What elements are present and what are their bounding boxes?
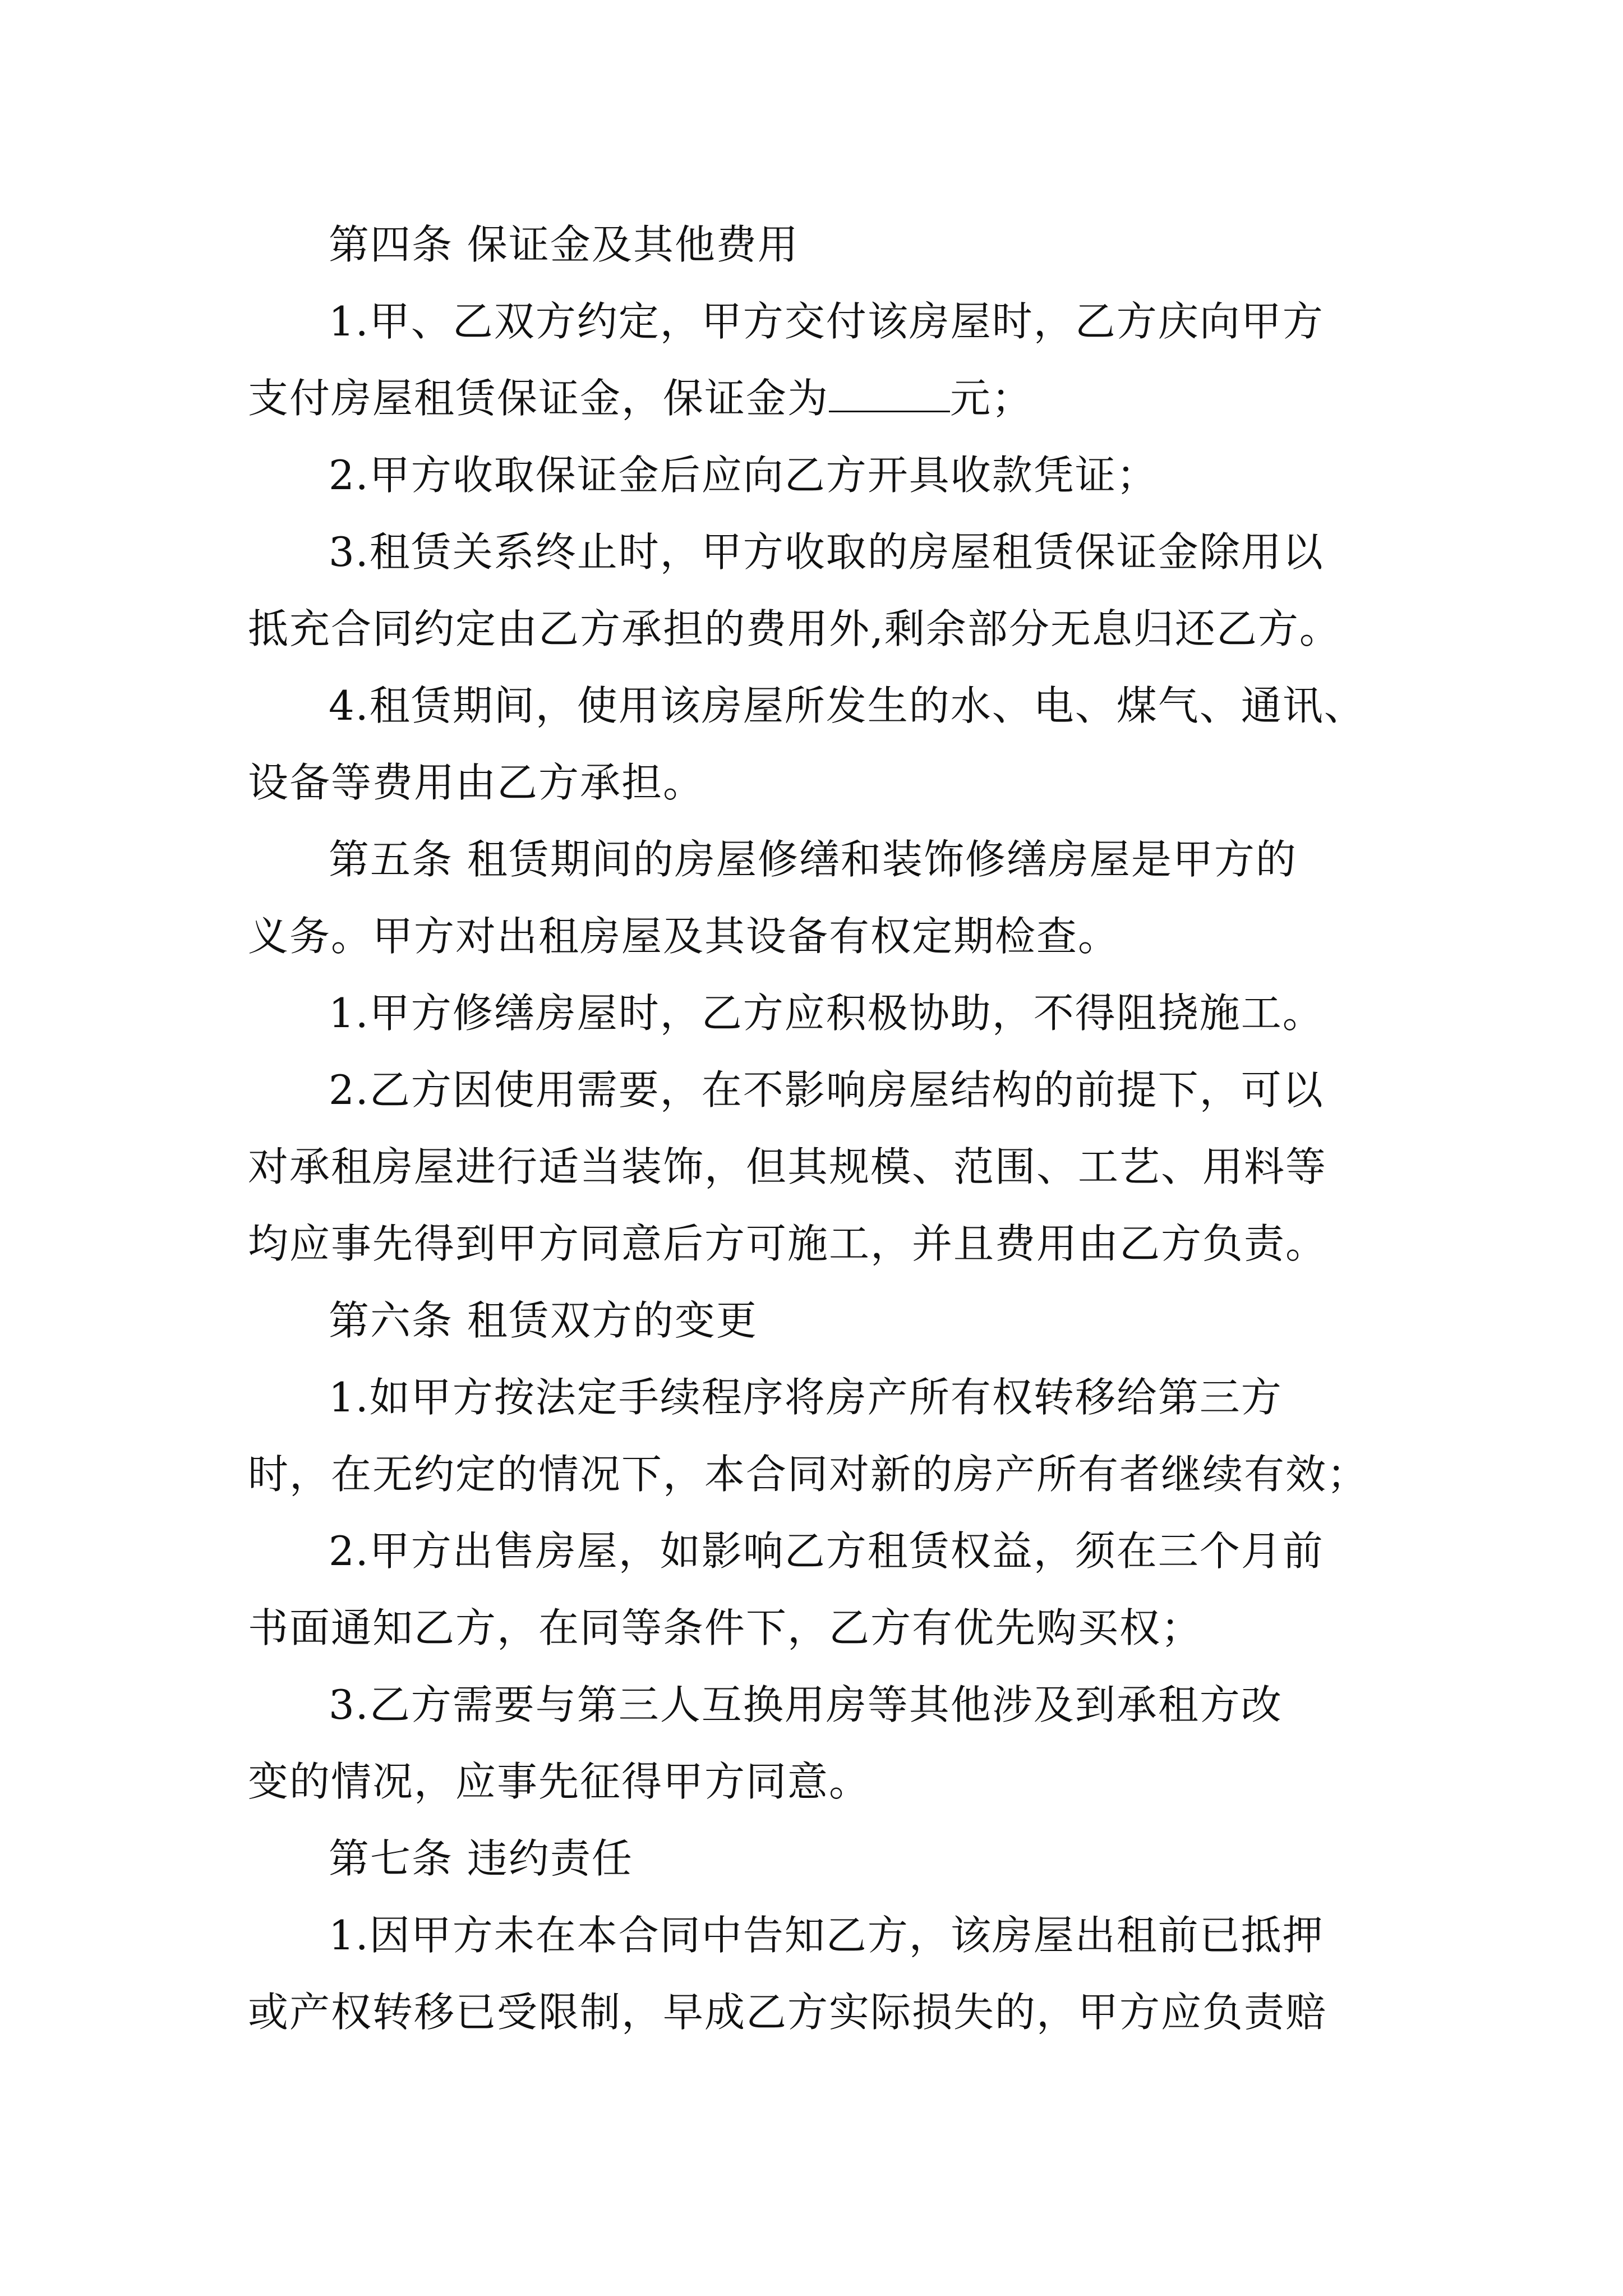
text-line: 1.甲、乙双方约定，甲方交付该房屋时，乙方庆向甲方	[329, 298, 1324, 345]
text-line: 2.甲方出售房屋，如影响乙方租赁权益，须在三个月前	[329, 1527, 1324, 1575]
contract-text	[248, 206, 1381, 2051]
text-line: 义务。甲方对出租房屋及其设备有权定期检查。	[248, 913, 1120, 960]
text-line: 书面通知乙方，在同等条件下，乙方有优先购买权；	[248, 1604, 1203, 1651]
text-line: 1.因甲方未在本合同中告知乙方，该房屋出租前已抵押	[329, 1912, 1324, 1959]
text-line: 变的情况，应事先征得甲方同意。	[248, 1758, 871, 1805]
text-line: 或产权转移已受限制，早成乙方实际损失的，甲方应负责赔	[248, 1989, 1327, 2036]
text-line: 时，在无约定的情况下，本合同对新的房产所有者继续有效；	[248, 1451, 1369, 1498]
text-segment: 元；	[950, 375, 1034, 422]
text-line: 1.如甲方按法定手续程序将房产所有权转移给第三方	[329, 1374, 1283, 1421]
text-line: 2.甲方收取保证金后应向乙方开具收款凭证；	[329, 452, 1158, 499]
text-line: 均应事先得到甲方同意后方可施工，并且费用由乙方负责。	[248, 1220, 1327, 1267]
article-4-heading: 第四条 保证金及其他费用	[329, 221, 799, 268]
article-7-heading: 第七条 违约责任	[329, 1835, 633, 1882]
text-line: 3.乙方需要与第三人互换用房等其他涉及到承租方改	[329, 1681, 1283, 1728]
text-line: 2.乙方因使用需要，在不影响房屋结构的前提下，可以	[329, 1066, 1324, 1114]
article-5-heading: 第五条 租赁期间的房屋修缮和装饰修缮房屋是甲方的	[329, 836, 1297, 883]
text-line	[248, 360, 1381, 437]
text-segment: 支付房屋租赁保证金，保证金为	[248, 375, 829, 422]
text-line: 设备等费用由乙方承担。	[248, 759, 705, 806]
text-line: 4.租赁期间，使用该房屋所发生的水、电、煤气、通讯、	[329, 682, 1366, 729]
text-line: 抵充合同约定由乙方承担的费用外,剩余部分无息归还乙方。	[248, 605, 1341, 652]
text-line: 3.租赁关系终止时，甲方收取的房屋租赁保证金除用以	[329, 528, 1324, 576]
text-line: 1.甲方修缮房屋时，乙方应积极协助，不得阻挠施工。	[329, 990, 1324, 1037]
deposit-blank-field	[829, 377, 950, 412]
article-6-heading: 第六条 租赁双方的变更	[329, 1297, 758, 1344]
text-line: 对承租房屋进行适当装饰，但其规模、范围、工艺、用料等	[248, 1143, 1327, 1190]
